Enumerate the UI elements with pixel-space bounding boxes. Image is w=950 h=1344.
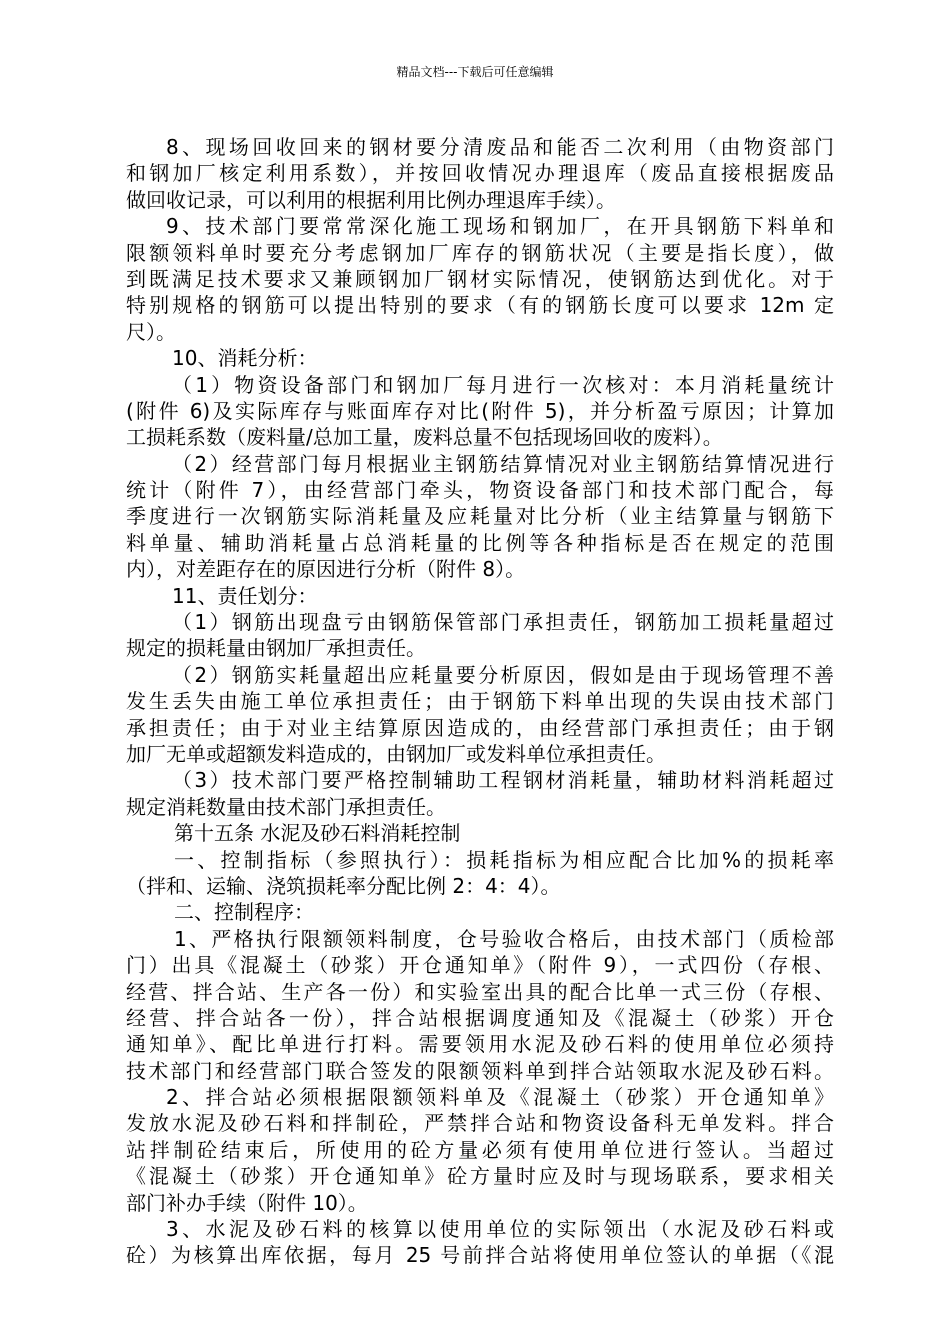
article-heading: 第十五条 水泥及砂石料消耗控制	[174, 821, 461, 846]
paragraph-line: 尺）。	[126, 319, 176, 344]
paragraph-line: （1）钢筋出现盘亏由钢筋保管部门承担责任，钢筋加工损耗量超过	[172, 610, 834, 635]
paragraph-line: 和钢加厂核定利用系数），并按回收情况办理退库（废品直接根据废品	[126, 161, 834, 186]
paragraph-line: （1）物资设备部门和钢加厂每月进行一次核对：本月消耗量统计	[172, 372, 834, 397]
paragraph-line: 工损耗系数（废料量/总加工量，废料总量不包括现场回收的废料）。	[126, 425, 723, 450]
paragraph-line: 门）出具《混凝土（砂浆）开仓通知单》（附件 9），一式四份（存根、	[126, 953, 834, 978]
paragraph-line: 9、技术部门要常常深化施工现场和钢加厂，在开具钢筋下料单和	[166, 214, 834, 239]
paragraph-line: 经营、拌合站、生产各一份）和实验室出具的配合比单一式三份（存根、	[126, 979, 834, 1004]
paragraph-line: （2）钢筋实耗量超出应耗量要分析原因，假如是由于现场管理不善	[172, 662, 834, 687]
section-heading: 11、责任划分：	[172, 583, 318, 608]
paragraph-line: (附件 6)及实际库存与账面库存对比(附件 5)，并分析盈亏原因；计算加	[126, 398, 834, 423]
paragraph-line: 通知单》、配比单进行打料。需要领用水泥及砂石料的使用单位必须持	[126, 1032, 834, 1057]
paragraph-line: 砼）为核算出库依据，每月 25 号前拌合站将使用单位签认的单据（《混	[126, 1243, 834, 1268]
paragraph-line: （拌和、运输、浇筑损耗率分配比例 2：4：4）。	[126, 873, 561, 898]
paragraph-line: 《混凝土（砂浆）开仓通知单》砼方量时应及时与现场联系，要求相关	[126, 1164, 834, 1189]
section-heading: 10、消耗分析：	[172, 346, 318, 371]
paragraph-line: 8、现场回收回来的钢材要分清废品和能否二次利用（由物资部门	[166, 135, 834, 159]
paragraph-line: 发放水泥及砂石料和拌制砼，严禁拌合站和物资设备科无单发料。拌合	[126, 1111, 834, 1136]
page-header: 精品文档---下载后可任意编辑	[396, 65, 554, 79]
paragraph-line: 一、控制指标（参照执行）：损耗指标为相应配合比加%的损耗率	[174, 847, 834, 872]
paragraph-line: 部门补办手续（附件 10）。	[126, 1190, 368, 1215]
paragraph-line: 站拌制砼结束后，所使用的砼方量必须有使用单位进行签认。当超过	[126, 1137, 834, 1162]
paragraph-line: 经营、拌合站各一份），拌合站根据调度通知及《混凝土（砂浆）开仓	[126, 1005, 834, 1030]
paragraph-line: 承担责任；由于对业主结算原因造成的，由经营部门承担责任；由于钢	[126, 715, 834, 740]
paragraph-line: 2、拌合站必须根据限额领料单及《混凝土（砂浆）开仓通知单》	[166, 1085, 834, 1110]
paragraph-line: 统计（附件 7），由经营部门牵头，物资设备部门和技术部门配合，每	[126, 478, 834, 503]
document-body	[126, 134, 834, 1269]
paragraph-line: 内），对差距存在的原因进行分析（附件 8）。	[126, 557, 526, 582]
paragraph-line: 1、严格执行限额领料制度，仓号验收合格后，由技术部门（质检部	[174, 926, 834, 951]
paragraph-line: 3、水泥及砂石料的核算以使用单位的实际领出（水泥及砂石料或	[166, 1217, 834, 1242]
paragraph-line: 到既满足技术要求又兼顾钢加厂钢材实际情况，使钢筋达到优化。对于	[126, 266, 834, 291]
paragraph-line: 规定消耗数量由技术部门承担责任。	[126, 794, 446, 819]
paragraph-line: 做回收记录，可以利用的根据利用比例办理退库手续）。	[126, 187, 616, 212]
paragraph-line: 加厂无单或超额发料造成的，由钢加厂或发料单位承担责任。	[126, 741, 666, 766]
paragraph-line: 发生丢失由施工单位承担责任；由于钢筋下料单出现的失误由技术部门	[126, 689, 834, 714]
paragraph-line: （2）经营部门每月根据业主钢筋结算情况对业主钢筋结算情况进行	[172, 451, 834, 476]
paragraph-line: 季度进行一次钢筋实际消耗量及应耗量对比分析（业主结算量与钢筋下	[126, 504, 834, 529]
paragraph-line: 规定的损耗量由钢加厂承担责任。	[126, 636, 426, 661]
paragraph-line: （3）技术部门要严格控制辅助工程钢材消耗量，辅助材料消耗超过	[172, 768, 834, 793]
section-heading: 二、控制程序：	[174, 900, 314, 925]
paragraph-line: 特别规格的钢筋可以提出特别的要求（有的钢筋长度可以要求 12m 定	[126, 293, 834, 318]
paragraph-line: 料单量、辅助消耗量占总消耗量的比例等各种指标是否在规定的范围	[126, 530, 834, 555]
paragraph-line: 限额领料单时要充分考虑钢加厂库存的钢筋状况（主要是指长度），做	[126, 240, 834, 265]
paragraph-line: 技术部门和经营部门联合签发的限额领料单到拌合站领取水泥及砂石料。	[126, 1058, 834, 1083]
